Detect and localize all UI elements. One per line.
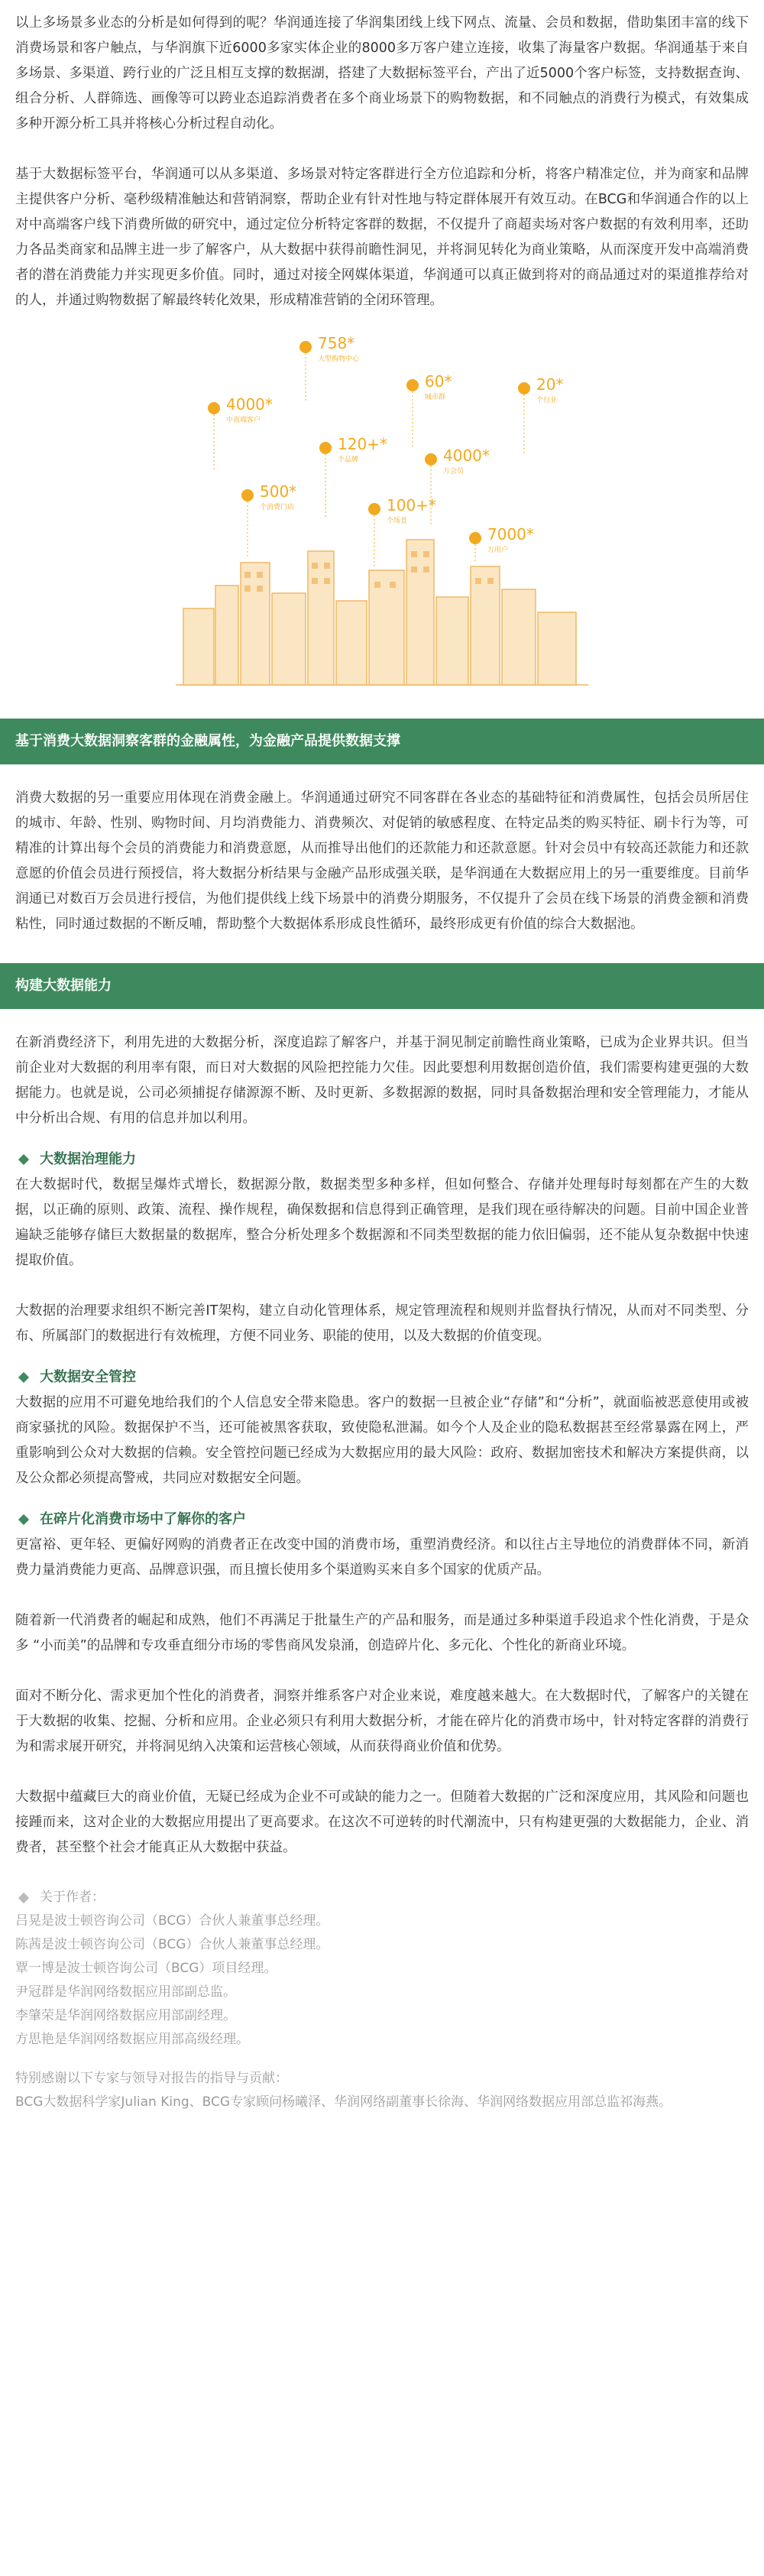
marker-7-value: 500* — [260, 482, 297, 501]
marker-2 — [208, 395, 273, 471]
thanks-heading: 特别感谢以下专家与领导对报告的指导与贡献： — [15, 2071, 288, 2086]
marker-2-sub: 中高端客户 — [226, 417, 261, 424]
author-line: 李肇荣是华润网络数据应用部副经理。 — [15, 2008, 236, 2023]
marker-1-value: 758* — [318, 334, 355, 352]
marker-3-sub: 城市群 — [425, 394, 446, 401]
marker-5-sub: 个品牌 — [338, 456, 359, 464]
diamond-bullet-icon — [18, 1892, 29, 1903]
diamond-bullet-icon — [18, 1372, 29, 1383]
marker-1-sub: 大型购物中心 — [318, 355, 360, 363]
author-line: 尹冠群是华润网络数据应用部副总监。 — [15, 1984, 236, 2000]
subheading-customers — [15, 1507, 749, 1533]
author-line: 陈茜是波士顿咨询公司（BCG）合伙人兼董事总经理。 — [15, 1937, 329, 1952]
marker-7-sub: 个消费门店 — [260, 504, 295, 511]
section-header-finance: 基于消费大数据洞察客群的金融属性，为金融产品提供数据支撑 — [0, 719, 764, 764]
marker-6-sub: 万会员 — [443, 468, 465, 475]
marker-6-value: 4000* — [443, 446, 490, 465]
diamond-bullet-icon — [18, 1514, 29, 1525]
subheading-customers-text: 在碎片化消费市场中了解你的客户 — [40, 1511, 246, 1527]
marker-4-sub: 个行业 — [536, 397, 558, 404]
intro-paragraph-1: 以上多场景多业态的分析是如何得到的呢？华润通连接了华润集团线上线下网点、流量、会员和数据，借助集团丰富的线下消费场景和客户触点，与华润旗下近6000多家实体企业的8000多万客户建立连接，收集了海量客户数据。华润通基于来自多场景、多渠道、跨行业的广泛且相互支撑的数据湖，搭建了大数据标签平台，产出了近5000个客户标签，支持数据查询、组合分析、人群筛选、画像等可以跨业态追踪消费者在多个商业场景下的购物数据，和不同触点的消费行为模式，有效集成多种开源分析工具并将核心分析过程自动化。 — [15, 15, 749, 131]
customers-paragraph-4: 大数据中蕴藏巨大的商业价值，无疑已经成为企业不可或缺的能力之一。但随着大数据的广泛和深度应用，其风险和问题也接踵而来，这对企业的大数据应用提出了更高要求。在这次不可逆转的时代潮流中，只有构建更强的大数据能力，企业、消费者，甚至整个社会才能真正从大数据中获益。 — [15, 1789, 749, 1855]
customers-paragraph-1: 更富裕、更年轻、更偏好网购的消费者正在改变中国的消费市场，重塑消费经济。和以往占主导地位的消费群体不同，新消费力量消费能力更高、品牌意识强，而且擅长使用多个渠道购买来自多个国家的优质产品。 — [15, 1537, 749, 1578]
customers-paragraph-3: 面对不断分化、需求更加个性化的消费者，洞察并维系客户对企业来说，难度越来越大。在大数据时代，了解客户的关键在于大数据的收集、挖掘、分析和应用。企业必须只有利用大数据分析，才能在碎片化的消费市场中，针对特定客群的消费行为和需求展开研究，并将洞见纳入决策和运营核心领域，从而获得商业价值和优势。 — [15, 1689, 749, 1754]
marker-7 — [241, 482, 296, 559]
diamond-bullet-icon — [18, 1154, 29, 1165]
thanks-body: BCG大数据科学家Julian King、BCG专家顾问杨曦泽、华润网络副董事长徐海、华润网络数据应用部总监祁海燕。 — [15, 2094, 672, 2110]
marker-4-value: 20* — [536, 375, 564, 394]
finance-paragraph: 消费大数据的另一重要应用体现在消费金融上。华润通通过研究不同客群在各业态的基础特征和消费属性，包括会员所居住的城市、年龄、性别、购物时间、月均消费能力、消费频次、对促销的敏感程度、在特定品类的购买特征、刷卡行为等，可精准的计算出每个会员的消费能力和消费意愿，从而推导出他们的还款能力和还款意愿。针对会员中有较高还款能力和还款意愿的价值会员进行预授信，将大数据分析结果与金融产品形成强关联，是华润通在大数据应用上的另一重要维度。目前华润通已对数百万会员进行授信，为他们提供线上线下场景中的消费分期服务，不仅提升了会员在线下场景的消费金额和消费粘性，同时通过数据的不断反哺，帮助整个大数据体系形成良性循环，最终形成更有价值的综合大数据池。 — [15, 790, 749, 932]
security-paragraph: 大数据的应用不可避免地给我们的个人信息安全带来隐患。客户的数据一旦被企业“存储”和“分析”，就面临被恶意使用或被商家骚扰的风险。数据保护不当，还可能被黑客获取，致使隐私泄漏。如今个人及企业的隐私数据甚至经常暴露在网上，严重影响到公众对大数据的信赖。安全管控问题已经成为大数据应用的最大风险：政府、数据加密技术和解决方案提供商，以及公众都必须提高警戒，共同应对数据安全问题。 — [15, 1395, 749, 1486]
intro-paragraph-2: 基于大数据标签平台，华润通可以从多渠道、多场景对特定客群进行全方位追踪和分析，将客户精准定位，并为商家和品牌主提供客户分析、毫秒级精准触达和营销洞察，帮助企业有针对性地与特定群体展开有效互动。在BCG和华润通合作的以上对中高端客户线下消费所做的研究中，通过定位分析特定客群的数据，不仅提升了商超卖场对客户数据的有效利用率，还助力各品类商家和品牌主进一步了解客户，从大数据中获得前瞻性洞见，并将洞见转化为商业策略，从而深度开发中高端消费者的潜在消费能力并实现更多价值。同时，通过对接全网媒体渠道，华润通可以真正做到将对的商品通过对的渠道推荐给对的人，并通过购物数据了解最终转化效果，形成精准营销的全闭环管理。 — [15, 167, 749, 308]
marker-4 — [518, 375, 563, 456]
subheading-governance — [15, 1147, 749, 1173]
marker-3 — [406, 372, 452, 448]
governance-paragraph-2: 大数据的治理要求组织不断完善IT架构，建立自动化管理体系，规定管理流程和规则并监督执行情况，从而对不同类型、分布、所属部门的数据进行有效梳理，方便不同业务、职能的使用，以及大数据的价值变现。 — [15, 1303, 749, 1344]
marker-9-sub: 万用户 — [487, 547, 509, 554]
governance-paragraph-1: 在大数据时代，数据呈爆炸式增长，数据源分散，数据类型多种多样，但如何整合、存储并处理每时每刻都在产生的大数据，以正确的原则、政策、流程、操作规程，确保数据和信息得到正确管理，是我们现在亟待解决的问题。目前中国企业普遍缺乏能够存储巨大数据量的数据库，整合分析处理多个数据源和不同类型数据的能力依旧偏弱，还不能从复杂数据中快速提取价值。 — [15, 1177, 749, 1268]
marker-9-value: 7000* — [487, 525, 534, 543]
subheading-security — [15, 1364, 749, 1390]
authors-heading-text: 关于作者： — [40, 1890, 105, 1905]
author-line: 覃一博是波士顿咨询公司（BCG）项目经理。 — [15, 1961, 277, 1976]
section-header-capability: 构建大数据能力 — [0, 963, 764, 1009]
authors-heading — [15, 1886, 749, 1909]
marker-5-value: 120+* — [338, 435, 387, 453]
marker-8-value: 100+* — [387, 496, 436, 514]
customers-paragraph-2: 随着新一代消费者的崛起和成熟，他们不再满足于批量生产的产品和服务，而是通过多种渠道手段追求个性化消费，于是众多 “小而美”的品牌和专攻垂直细分市场的零售商风发泉涌，创造碎片化、多元化、个性化的新商业环境。 — [15, 1613, 749, 1653]
marker-1 — [299, 334, 360, 402]
subheading-security-text: 大数据安全管控 — [40, 1369, 136, 1385]
marker-8-sub: 个场景 — [387, 517, 408, 525]
city-illustration — [168, 333, 596, 693]
author-line: 方思艳是华润网络数据应用部高级经理。 — [15, 2032, 249, 2047]
subheading-governance-text: 大数据治理能力 — [40, 1151, 136, 1167]
capability-paragraph: 在新消费经济下，利用先进的大数据分析，深度追踪了解客户，并基于洞见制定前瞻性商业策略，已成为企业界共识。但当前企业对大数据的利用率有限，而日对大数据的风险把控能力欠佳。因此要想利用数据创造价值，我们需要构建更强的大数据能力。也就是说，公司必须捕捉存储源源不断、及时更新、多数据源的数据，同时具备数据治理和安全管理能力，才能从中分析出合规、有用的信息并加以利用。 — [15, 1035, 749, 1126]
marker-3-value: 60* — [425, 372, 452, 391]
author-line: 吕晃是波士顿咨询公司（BCG）合伙人兼董事总经理。 — [15, 1913, 329, 1929]
marker-9 — [469, 525, 534, 563]
marker-2-value: 4000* — [226, 395, 273, 414]
